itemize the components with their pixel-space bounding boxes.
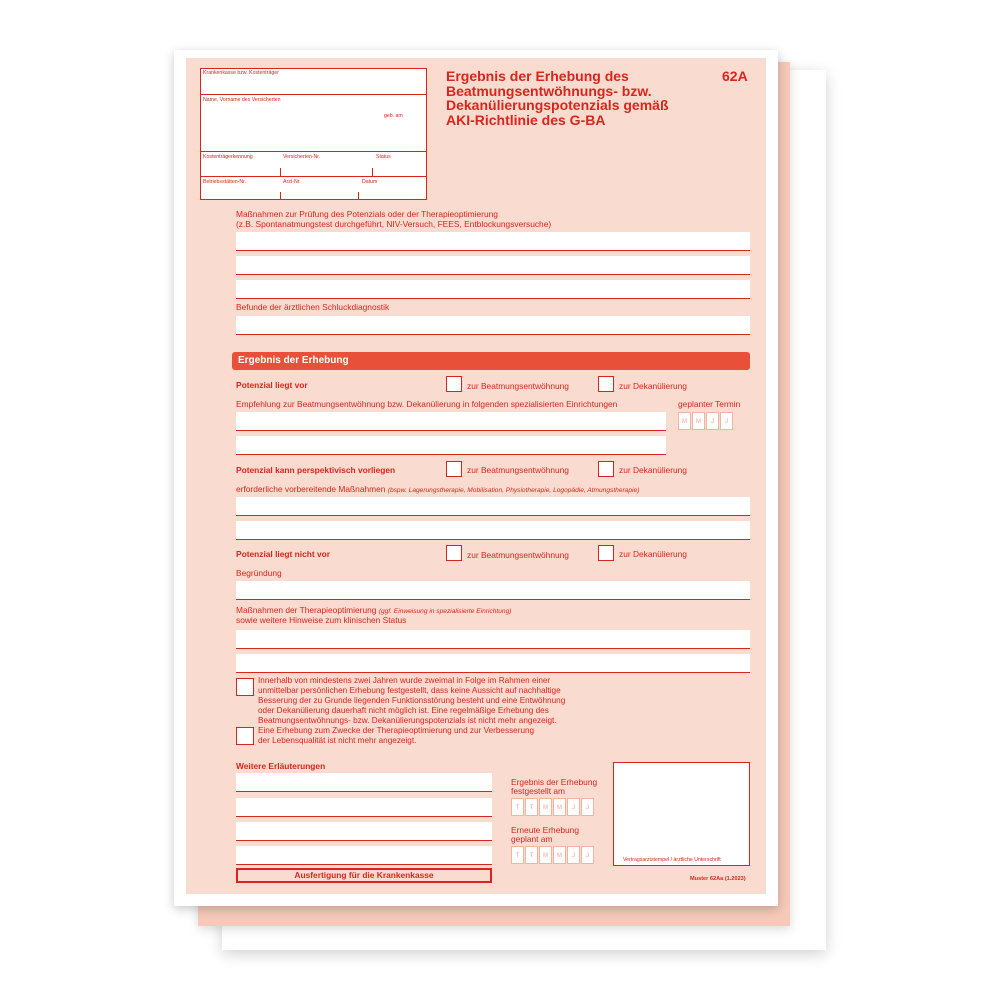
stempel-box[interactable] bbox=[613, 762, 750, 866]
potenzial-nicht-label: Potenzial liegt nicht vor bbox=[236, 549, 330, 559]
therapie-italic: (ggf. Einweisung in spezialisierte Einrichtung) bbox=[378, 608, 512, 615]
persp-dekan-label: zur Dekanülierung bbox=[619, 465, 687, 475]
insurance-tick-4 bbox=[358, 192, 359, 200]
vorbereitende-italic: (bspw. Lagerungstherapie, Mobilisation, Physiotherapie, Logopädie, Atmungstherapie) bbox=[387, 487, 640, 494]
title-line-1: Ergebnis der Erhebung des bbox=[446, 68, 629, 84]
nicht-beatmung-checkbox[interactable] bbox=[446, 545, 462, 561]
vor-dekan-label: zur Dekanülierung bbox=[619, 381, 687, 391]
weitere-line-2[interactable] bbox=[236, 798, 492, 817]
ern-box-5: J bbox=[567, 846, 580, 864]
fest-box-5: J bbox=[567, 798, 580, 816]
para1-line-2: unmittelbar persönlichen Erhebung festgestellt, dass keine Aussicht auf nachhaltige bbox=[258, 686, 561, 695]
therapie-line-1[interactable] bbox=[236, 630, 750, 649]
label-status: Status bbox=[376, 154, 391, 160]
nicht-dekan-checkbox[interactable] bbox=[598, 545, 614, 561]
erneute-label-2: geplant am bbox=[511, 834, 553, 844]
para1-line-3: Besserung der zu Grunde liegenden Funktionsstörung besteht und eine Entwöhnung bbox=[258, 696, 566, 705]
therapieoptimierung-text bbox=[258, 726, 750, 746]
termin-box-3: J bbox=[706, 412, 719, 430]
persp-dekan-checkbox[interactable] bbox=[598, 461, 614, 477]
label-bsnr: Betriebsstätten-Nr. bbox=[203, 179, 246, 185]
massnahmen-line-2[interactable] bbox=[236, 256, 750, 275]
label-kennung: Kostenträgerkennung bbox=[203, 154, 253, 160]
festgestellt-date-box[interactable] bbox=[511, 798, 595, 816]
para1-line-1: Innerhalb von mindestens zwei Jahren wurde zweimal in Folge im Rahmen einer bbox=[258, 676, 551, 685]
therapie-main: Maßnahmen der Therapieoptimierung bbox=[236, 605, 377, 615]
muster-label: Muster 62Aa (1.2023) bbox=[690, 876, 746, 882]
insurance-tick-3 bbox=[280, 192, 281, 200]
potenzial-perspektivisch-label: Potenzial kann perspektivisch vorliegen bbox=[236, 465, 396, 475]
insurance-divider-2 bbox=[200, 151, 427, 152]
para1-line-5: Beatmungsentwöhnungs- bzw. Dekanülierungspotenzials ist nicht mehr angezeigt. bbox=[258, 716, 557, 725]
therapie-line2-label: sowie weitere Hinweise zum klinischen Status bbox=[236, 615, 407, 625]
ern-box-4: M bbox=[553, 846, 566, 864]
therapie-line-2[interactable] bbox=[236, 654, 750, 673]
label-name: Name, Vorname des Versicherten bbox=[203, 97, 281, 103]
empfehlung-line-2[interactable] bbox=[236, 436, 666, 455]
ausfertigung-text: Ausfertigung für die Krankenkasse bbox=[294, 870, 434, 880]
termin-date-box[interactable] bbox=[678, 412, 734, 430]
fest-box-3: M bbox=[539, 798, 552, 816]
fest-box-2: T bbox=[525, 798, 538, 816]
vor-beatmung-label: zur Beatmungsentwöhnung bbox=[467, 381, 569, 391]
vorbereitende-main: erforderliche vorbereitende Maßnahmen bbox=[236, 484, 386, 494]
label-arztnr: Arzt-Nr. bbox=[283, 179, 301, 185]
ern-box-3: M bbox=[539, 846, 552, 864]
insurance-tick-1 bbox=[280, 168, 281, 176]
termin-box-2: M bbox=[692, 412, 705, 430]
massnahmen-label-1: Maßnahmen zur Prüfung des Potenzials oder der Therapieoptimierung bbox=[236, 209, 498, 219]
vor-beatmung-checkbox[interactable] bbox=[446, 376, 462, 392]
ern-box-1: T bbox=[511, 846, 524, 864]
nicht-dekan-label: zur Dekanülierung bbox=[619, 549, 687, 559]
fest-box-4: M bbox=[553, 798, 566, 816]
label-datum: Datum bbox=[362, 179, 378, 185]
empfehlung-label: Empfehlung zur Beatmungsentwöhnung bzw. Dekanülierung in folgenden spezialisierten Einrichtungen bbox=[236, 399, 618, 409]
befunde-label: Befunde der ärztlichen Schluckdiagnostik bbox=[236, 302, 390, 312]
ern-box-6: J bbox=[581, 846, 594, 864]
title-line-3: Dekanülierungspotenzials gemäß bbox=[446, 97, 669, 113]
form-number: 62A bbox=[722, 68, 748, 84]
stempel-label: Vertragsarztstempel / ärztliche Unterschrift bbox=[623, 857, 721, 863]
vorbereitende-line-2[interactable] bbox=[236, 521, 750, 540]
vor-dekan-checkbox[interactable] bbox=[598, 376, 614, 392]
potenzial-vor-label: Potenzial liegt vor bbox=[236, 380, 308, 390]
ausfertigung-box bbox=[236, 868, 492, 883]
festgestellt-label-1: Ergebnis der Erhebung bbox=[511, 777, 598, 787]
persp-beatmung-checkbox[interactable] bbox=[446, 461, 462, 477]
form-title bbox=[446, 69, 716, 127]
weitere-label: Weitere Erläuterungen bbox=[236, 761, 326, 771]
vorbereitende-line-1[interactable] bbox=[236, 497, 750, 516]
erneute-label-1: Erneute Erhebung bbox=[511, 825, 579, 835]
insurance-tick-2 bbox=[372, 168, 373, 176]
fest-box-1: T bbox=[511, 798, 524, 816]
zwei-jahre-checkbox[interactable] bbox=[236, 678, 254, 696]
befunde-line[interactable] bbox=[236, 316, 750, 335]
therapie-label bbox=[236, 605, 511, 615]
erneute-date-box[interactable] bbox=[511, 846, 595, 864]
begruendung-label: Begründung bbox=[236, 568, 282, 578]
label-geb: geb. am bbox=[384, 113, 403, 119]
festgestellt-label-2: festgestellt am bbox=[511, 786, 565, 796]
ern-box-2: T bbox=[525, 846, 538, 864]
persp-beatmung-label: zur Beatmungsentwöhnung bbox=[467, 465, 569, 475]
empfehlung-line-1[interactable] bbox=[236, 412, 666, 431]
weitere-line-3[interactable] bbox=[236, 822, 492, 841]
para1-line-4: oder Dekanülierung dauerhaft nicht möglich ist. Eine regelmäßige Erhebung des bbox=[258, 706, 549, 715]
geplanter-termin-label: geplanter Termin bbox=[678, 399, 741, 409]
zwei-jahre-text bbox=[258, 676, 750, 726]
therapieoptimierung-checkbox[interactable] bbox=[236, 727, 254, 745]
begruendung-line[interactable] bbox=[236, 581, 750, 600]
insurance-divider-1 bbox=[200, 94, 427, 95]
title-line-2: Beatmungsentwöhnungs- bzw. bbox=[446, 82, 652, 99]
insurance-divider-3 bbox=[200, 176, 427, 177]
label-versnr: Versicherten-Nr. bbox=[283, 154, 321, 160]
weitere-line-1[interactable] bbox=[236, 773, 492, 792]
massnahmen-line-3[interactable] bbox=[236, 280, 750, 299]
vorbereitende-label bbox=[236, 484, 639, 494]
section-ergebnis: Ergebnis der Erhebung bbox=[232, 352, 750, 370]
para2-line-2: der Lebensqualität ist nicht mehr angezeigt. bbox=[258, 736, 417, 745]
fest-box-6: J bbox=[581, 798, 594, 816]
para2-line-1: Eine Erhebung zum Zwecke der Therapieoptimierung und zur Verbesserung bbox=[258, 726, 535, 735]
massnahmen-label-2: (z.B. Spontanatmungstest durchgeführt, NIV-Versuch, FEES, Entblockungsversuche) bbox=[236, 219, 552, 229]
termin-box-1: M bbox=[678, 412, 691, 430]
termin-box-4: J bbox=[720, 412, 733, 430]
nicht-beatmung-label: zur Beatmungsentwöhnung bbox=[467, 550, 569, 560]
massnahmen-line-1[interactable] bbox=[236, 232, 750, 251]
label-kasse: Krankenkasse bzw. Kostenträger bbox=[203, 70, 279, 76]
title-line-4: AKI-Richtlinie des G-BA bbox=[446, 111, 606, 128]
weitere-line-4[interactable] bbox=[236, 846, 492, 865]
